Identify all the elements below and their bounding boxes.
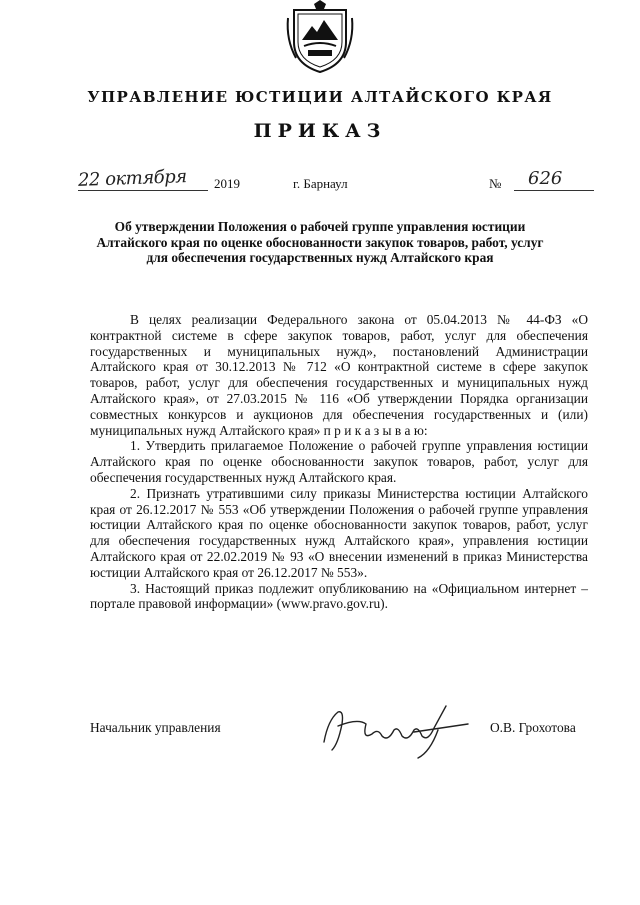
coat-of-arms-emblem <box>284 0 356 74</box>
order-word: п р и к а з ы в а ю: <box>323 422 428 438</box>
city: г. Барнаул <box>293 176 348 191</box>
number-underline <box>514 190 594 191</box>
handwritten-signature <box>318 700 478 760</box>
order-subject: Об утверждении Положения о рабочей группе управления юстиции Алтайского края по оценке обоснованности закупок товаров, работ, услуг для обеспечения государственных нужд Алтайского края <box>96 219 544 265</box>
number-label: № <box>489 176 502 191</box>
handwritten-number: 626 <box>528 168 563 189</box>
date-underline <box>78 190 208 191</box>
signatory-name: О.В. Грохотова <box>490 720 576 735</box>
order-item-1: 1. Утвердить прилагаемое Положение о рабочей группе управления юстиции Алтайского края по оценке обоснованности закупок товаров, работ, услуг для обеспечения государственных нужд Алтайского края. <box>90 438 588 485</box>
date-year: 2019 <box>214 176 240 191</box>
order-body <box>90 312 588 612</box>
preamble-paragraph <box>90 312 588 438</box>
document-type-title: ПРИКАЗ <box>253 120 387 142</box>
handwritten-date: 22 октября <box>77 166 187 191</box>
order-item-3: 3. Настоящий приказ подлежит опубликованию на «Официальном интернет – портале правовой информации» (www.pravo.gov.ru). <box>90 580 588 612</box>
preamble-text: В целях реализации Федерального закона от 05.04.2013 № 44-ФЗ «О контрактной системе в сфере закупок товаров, работ, услуг для обеспечения государственных и муниципальных нужд», постановлений Администрации Алтайского края от 30.12.2013 № 712 «О контрактной системе в сфере закупок товаров, работ, услуг для обеспечения государственных и муниципальных нужд Алтайского края», от 27.03.2015 № 116 «Об утверждении Порядка организации совместных конкурсов и аукционов для обеспечения государственных и (или) муниципальных нужд Алтайского края» <box>90 312 588 438</box>
signatory-title: Начальник управления <box>90 720 221 735</box>
order-item-2: 2. Признать утратившими силу приказы Министерства юстиции Алтайского края от 26.12.2017 № 553 «Об утверждении Положения о рабочей группе управления юстиции Алтайского края по оценке обоснованности закупок товаров, работ, услуг для обеспечения государственных нужд Алтайского края», управления юстиции Алтайского края от 22.02.2019 № 93 «О внесении изменений в приказ Министерства юстиции Алтайского края от 26.12.2017 № 553». <box>90 485 588 580</box>
agency-name: УПРАВЛЕНИЕ ЮСТИЦИИ АЛТАЙСКОГО КРАЯ <box>87 88 553 106</box>
